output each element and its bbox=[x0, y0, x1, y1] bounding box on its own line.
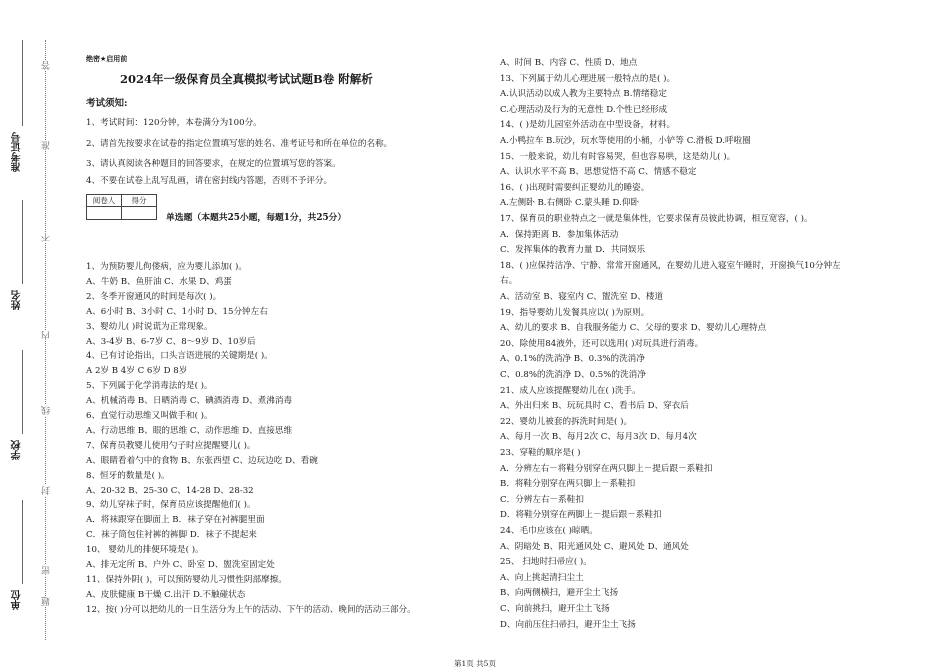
question-line: 11、保持外阴( )，可以预防婴幼儿习惯性阴部摩擦。 bbox=[86, 574, 287, 585]
question-line: 5、下列属于化学消毒法的是( )。 bbox=[86, 381, 213, 392]
question-line: C.心理活动及行为的无意性 D.个性已经形成 bbox=[500, 104, 668, 115]
notice-item: 1、考试时间：120分钟，本卷满分为100分。 bbox=[86, 118, 262, 128]
question-line: C．分辨左右－系鞋扣 bbox=[500, 494, 584, 505]
grader-cell bbox=[87, 207, 122, 220]
label-name: 姓名 bbox=[12, 290, 23, 310]
label-school: 学校 bbox=[12, 440, 23, 460]
question-line: A 2岁 B 4岁 C 6岁 D 8岁 bbox=[86, 366, 188, 377]
seal-mark: 线 bbox=[42, 406, 52, 415]
question-line: C．袜子筒包住衬裤的裤脚 D．袜子不提起来 bbox=[86, 530, 257, 541]
question-line: 17、保育员的职业特点之一就是集体性，它要求保育员彼此协调，相互宽容，( )。 bbox=[500, 214, 813, 224]
question-line: B．将鞋分别穿在两只脚上－系鞋扣 bbox=[500, 479, 636, 490]
question-line: 7、保育员教婴儿使用勺子时应提醒婴儿( )。 bbox=[86, 440, 256, 451]
question-line: A、时间 B、内容 C、性质 D、地点 bbox=[500, 58, 638, 68]
question-line: 1、为预防婴儿佝偻病，应为婴儿添加( )。 bbox=[86, 262, 247, 272]
question-line: 25、 扫地时扫帚应( )。 bbox=[500, 557, 592, 568]
binding-margin bbox=[0, 0, 74, 671]
question-line: A、3-4岁 B、6-7岁 C、8～9岁 D、10岁后 bbox=[86, 336, 256, 347]
question-line: A、皮肤健康 B干燥 C.出汗 D.不触碰状态 bbox=[86, 589, 246, 600]
grader-header: 阅卷人 bbox=[87, 195, 122, 207]
score-cell bbox=[122, 207, 157, 220]
question-line: A、行动思维 B、眼的思维 C、动作思维 D、直接思维 bbox=[86, 425, 293, 436]
notice-item: 2、请首先按要求在试卷的指定位置填写您的姓名、准考证号和所在单位的名称。 bbox=[86, 139, 393, 149]
question-line: 22、婴幼儿被套的拆洗时间是( )。 bbox=[500, 416, 633, 427]
question-line: 24、毛巾应该在( )晾晒。 bbox=[500, 526, 598, 536]
question-line: B、向两侧横扫，避开尘土飞扬 bbox=[500, 588, 619, 599]
school-blank bbox=[22, 350, 23, 434]
question-line: A、20-32 B、25-30 C、14-28 D、28-32 bbox=[86, 485, 254, 496]
question-line: C、向前挑扫，避开尘土飞扬 bbox=[500, 604, 610, 614]
question-line: D、向前压住扫帚扫，避开尘土飞扬 bbox=[500, 619, 636, 630]
question-line: 15、一般来说，幼儿有时容易哭，但也容易哄，这是幼儿( )。 bbox=[500, 151, 736, 162]
question-line: A、眼睛看着勺中的食物 B、东张西望 C、边玩边吃 D、看碗 bbox=[86, 455, 318, 466]
question-line: A、认识水平不高 B、思想觉悟不高 C、情感不稳定 bbox=[500, 167, 697, 178]
notice-item: 3、请认真阅读各种题目的回答要求，在规定的位置填写您的答案。 bbox=[86, 159, 341, 169]
question-line: A．将袜跟穿在脚面上 B．袜子穿在衬裤腿里面 bbox=[86, 515, 265, 526]
question-line: 23、穿鞋的顺序是( ) bbox=[500, 448, 581, 458]
question-line: A、活动室 B、寝室内 C、盥洗室 D、楼道 bbox=[500, 292, 664, 302]
question-line: 19、指导婴幼儿发餐具应以( )为原则。 bbox=[500, 307, 650, 318]
question-line: 右。 bbox=[500, 276, 518, 287]
question-line: C、0.8%的洗消净 D、0.5%的洗消净 bbox=[500, 370, 646, 380]
question-line: A、0.1%的洗消净 B、0.3%的洗消净 bbox=[500, 354, 645, 365]
section-title: 单选题（本题共25小题，每题1分，共25分） bbox=[166, 213, 347, 223]
question-line: A．保持距离 B．参加集体活动 bbox=[500, 229, 619, 240]
question-line: A.小鸭拉车 B.玩沙，玩水等使用的小桶，小铲等 C.滑板 D.呼啦圈 bbox=[500, 136, 751, 146]
question-line: A、阴暗处 B、阳光通风处 C、避风处 D、通风处 bbox=[500, 541, 689, 552]
label-exam-number: 准考证号 bbox=[12, 132, 23, 172]
question-line: A、机械消毒 B、日晒消毒 C、碘酒消毒 D、煮沸消毒 bbox=[86, 396, 293, 407]
notice-heading: 考试须知: bbox=[86, 98, 128, 109]
question-line: 9、幼儿穿袜子时，保育员应该提醒他们( )。 bbox=[86, 500, 256, 511]
question-line: A．分辨左右－将鞋分别穿在两只脚上－提后跟－系鞋扣 bbox=[500, 463, 713, 474]
seal-mark: 不 bbox=[42, 233, 52, 242]
question-line: 2、冬季开窗通风的时间是每次( )。 bbox=[86, 291, 222, 302]
question-line: A、外出归来 B、玩玩具时 C、看书后 D、穿衣后 bbox=[500, 401, 689, 412]
question-line: 10、 婴幼儿的排便环境是( )。 bbox=[86, 545, 204, 556]
unit-blank bbox=[22, 500, 23, 584]
seal-mark: 密 bbox=[42, 566, 52, 575]
question-line: A、每月一次 B、每月2次 C、每月3次 D、每月4次 bbox=[500, 432, 697, 443]
question-line: 21、成人应该提醒婴幼儿在( )洗手。 bbox=[500, 385, 641, 396]
question-line: 14、( )是幼儿园室外活动在中型设备，材料。 bbox=[500, 120, 676, 131]
score-table bbox=[86, 194, 157, 220]
question-line: 12、按( )分可以把幼儿的一日生活分为上午的活动、下午的活动、晚间的活动三部分。 bbox=[86, 604, 416, 615]
name-blank bbox=[22, 200, 23, 284]
exam-title: 2024年一级保育员全真模拟考试试题B卷 附解析 bbox=[120, 72, 373, 86]
question-line: A、牛奶 B、鱼肝油 C、水果 D、鸡蛋 bbox=[86, 276, 232, 287]
question-line: 3、婴幼儿( )时说谎为正常现象。 bbox=[86, 321, 213, 332]
question-line: 16、( )出现时需要纠正婴幼儿的睡姿。 bbox=[500, 182, 650, 193]
question-line: D．将鞋分别穿在两脚上－提后跟－系鞋扣 bbox=[500, 510, 662, 521]
seal-mark: 内 bbox=[42, 331, 52, 340]
page-footer: 第1页 共5页 bbox=[454, 659, 496, 668]
score-header: 得分 bbox=[122, 195, 157, 207]
question-line: 6、直觉行动思维又叫做手和( )。 bbox=[86, 411, 213, 421]
question-line: A、幼儿的要求 B、自我服务能力 C、父母的要求 D、婴幼儿心理特点 bbox=[500, 323, 767, 334]
seal-mark: 准 bbox=[42, 141, 52, 150]
question-line: 20、除使用84液外，还可以选用( )对玩具进行消毒。 bbox=[500, 338, 704, 349]
exam-number-blank bbox=[22, 40, 23, 126]
question-line: 4、已有讨论指出，口头言语进展的关键期是( )。 bbox=[86, 351, 273, 362]
seal-mark: 答 bbox=[42, 61, 52, 70]
notice-item: 4、不要在试卷上乱写乱画，请在密封线内答题，否则不予评分。 bbox=[86, 176, 333, 186]
question-line: A、6小时 B、3小时 C、1小时 D、15分钟左右 bbox=[86, 306, 268, 317]
label-unit: 单位 bbox=[12, 590, 23, 610]
question-line: A、向上挑起清扫尘土 bbox=[500, 572, 584, 583]
seal-mark: 题 bbox=[42, 597, 52, 606]
question-line: 13、下列属于幼儿心理进展一般特点的是( )。 bbox=[500, 73, 676, 84]
question-line: C．发挥集体的教育力量 D．共同娱乐 bbox=[500, 245, 646, 256]
question-line: A.认识活动以成人教为主要特点 B.情绪稳定 bbox=[500, 89, 667, 100]
seal-mark: 封 bbox=[42, 486, 52, 495]
secret-mark: 绝密★启用前 bbox=[86, 55, 128, 63]
question-line: 8、恒牙的数量是( )。 bbox=[86, 470, 170, 481]
question-line: A.左侧卧 B.右侧卧 C.蒙头睡 D.仰卧 bbox=[500, 198, 640, 209]
question-line: 18、( )应保持洁净、宁静、常常开窗通风，在婴幼儿进入寝室午睡时，开窗换气10分钟左 bbox=[500, 260, 841, 271]
question-line: A、排无定所 B、户外 C、卧室 D、盥洗室固定处 bbox=[86, 560, 275, 570]
